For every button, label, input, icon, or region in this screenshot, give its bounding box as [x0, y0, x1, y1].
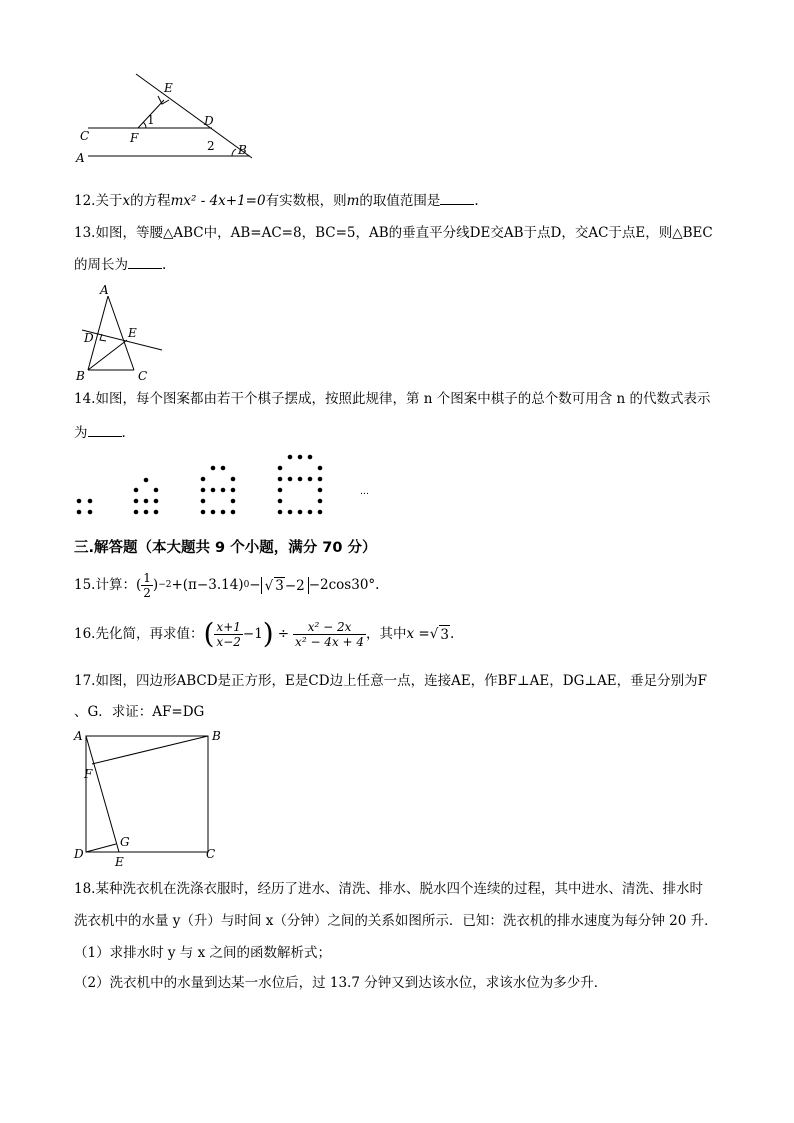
section-3-title: 三.解答题（本大题共 9 个小题，满分 70 分） [74, 540, 377, 556]
q15-close-paren: ) [152, 577, 159, 593]
q12-equation: mx² - 4x+1=0 [170, 193, 266, 209]
q18-text: 洗衣机中的水量 y（升）与时间 x（分钟）之间的关系如图所示．已知：洗衣机的排水速度为每分钟 20 升． [74, 913, 718, 929]
q18-sub1-text: （1）求排水时 y 与 x 之间的函数解析式； [74, 945, 331, 961]
q12-period: . [474, 193, 479, 209]
question-18-sub2 [74, 974, 607, 992]
angle-2-arc [232, 149, 236, 156]
q16-root: 3 [440, 626, 449, 643]
q18-sub2-text: （2）洗衣机中的水量到达某一水位后，过 13.7 分钟又到达该水位，求该水位为多少升． [74, 975, 608, 991]
q16-root-sign: √ [429, 626, 439, 642]
q12-var-m: m [346, 193, 360, 209]
q12-text: 的方程 [130, 193, 171, 209]
angle-1-arc [143, 122, 146, 128]
question-14-line2 [74, 424, 126, 442]
pattern-4 [278, 455, 323, 515]
question-16 [74, 614, 454, 654]
q15-exp1: −2 [158, 580, 172, 590]
q12-text: 有实数根，则 [265, 193, 347, 209]
q15-exp2: 0 [243, 580, 250, 590]
q17-text: 、G．求证：AF=DG [74, 704, 205, 720]
question-number: 17. [74, 673, 96, 689]
label-b: B [238, 143, 247, 157]
q17-text: 如图，四边形ABCD是正方形，E是CD边上任意一点，连接AE，作BF⊥AE，DG⊥AE，垂足分别为F [95, 673, 708, 689]
segment-ae [86, 736, 119, 852]
q15-abs-tail: −2 [284, 577, 305, 594]
question-15 [74, 570, 379, 600]
q14-text: 为 [74, 425, 88, 441]
label-b: B [76, 369, 85, 382]
label-1: 1 [147, 113, 155, 127]
q16-where: ，其中 [366, 626, 407, 642]
figure-square-abcd [70, 728, 230, 868]
q13-text: 如图，等腰△ABC中，AB=AC=8，BC=5，AB的垂直平分线DE交AB于点D，交AC于点E，则△BEC [95, 225, 713, 241]
label-c: C [206, 847, 216, 861]
question-18-line2 [74, 912, 718, 930]
q12-text: 的取值范围是 [359, 193, 441, 209]
label-b: B [212, 729, 221, 743]
question-18-sub1 [74, 944, 331, 962]
figure-isosceles-triangle [72, 282, 172, 382]
label-a: A [100, 283, 109, 297]
question-13-line2 [74, 256, 166, 274]
q14-period: . [121, 425, 126, 441]
label-f: F [84, 767, 93, 781]
question-14-line1 [74, 390, 711, 408]
segment-dg [86, 844, 116, 852]
q12-var-x: x [122, 193, 131, 209]
label-e: E [128, 326, 137, 340]
q16-period: . [449, 626, 455, 642]
q16-close-paren: ) [262, 617, 274, 650]
pattern-1 [77, 499, 93, 515]
q12-text: 关于 [95, 193, 123, 209]
label-d: D [74, 847, 84, 861]
question-13-line1 [74, 224, 713, 242]
answer-blank[interactable] [440, 192, 474, 205]
q15-root: 3 [275, 577, 284, 594]
q15-minus: − [249, 577, 261, 593]
q16-divide: ÷ [277, 626, 290, 642]
question-number: 14. [74, 391, 96, 407]
q16-f1-num: x+1 [216, 619, 241, 634]
label-a: A [76, 151, 85, 165]
question-number: 15. [74, 577, 96, 593]
q15-fraction [141, 571, 153, 600]
answer-blank[interactable] [88, 424, 122, 437]
label-e: E [115, 855, 124, 868]
q16-x-eq: x = [406, 626, 430, 642]
q16-fraction-2 [293, 620, 366, 649]
q16-f2-num: x² − 2x [293, 620, 366, 635]
q16-minus-one: −1 [242, 626, 263, 642]
label-g: G [120, 835, 130, 849]
figure-parallel-lines [72, 70, 262, 175]
q16-f2-den: x² − 4x + 4 [295, 634, 365, 649]
label-c: C [138, 369, 148, 382]
question-number: 12. [74, 193, 96, 209]
q16-open-paren: ( [203, 617, 215, 650]
pattern-2 [134, 478, 159, 515]
square [86, 736, 208, 852]
segment-be [88, 340, 127, 370]
question-number: 13. [74, 225, 96, 241]
q15-pi-term: +(π−3.14) [171, 577, 244, 593]
question-18-line1 [74, 880, 703, 898]
q16-f1-den: x−2 [216, 634, 241, 649]
q14-text: 如图，每个图案都由若干个棋子摆成，按照此规律，第 n 个图案中棋子的总个数可用含 n 的代数式表示 [95, 391, 711, 407]
label-a: A [74, 729, 83, 743]
question-17-line1 [74, 672, 707, 690]
q15-root-sign: √ [264, 577, 274, 594]
question-17-line2 [74, 703, 204, 721]
figure-chess-patterns [70, 450, 390, 522]
question-number: 16. [74, 626, 96, 642]
q18-text: 某种洗衣机在洗涤衣服时，经历了进水、清洗、排水、脱水四个连续的过程，其中进水、清洗、排水时 [95, 881, 703, 897]
q15-abs [261, 577, 309, 594]
q16-prefix: 先化简，再求值： [95, 626, 204, 642]
q15-prefix: 计算： [95, 577, 136, 593]
segment-bf [92, 736, 208, 764]
pattern-3 [201, 466, 236, 515]
label-e: E [164, 81, 173, 95]
label-d: D [84, 331, 94, 345]
q15-tail: −2cos30°. [308, 577, 380, 593]
q15-frac-den: 2 [143, 585, 151, 600]
label-f: F [130, 131, 139, 145]
answer-blank[interactable] [128, 256, 162, 269]
q15-open-paren: ( [135, 577, 142, 593]
q16-fraction-1 [214, 620, 242, 649]
question-number: 18. [74, 881, 96, 897]
pattern-ellipsis: … [360, 487, 369, 497]
label-c: C [80, 129, 90, 143]
label-2: 2 [207, 139, 215, 153]
question-12 [74, 192, 479, 210]
q13-period: . [162, 257, 167, 273]
label-d: D [204, 114, 214, 128]
q15-frac-num: 1 [143, 570, 151, 585]
q13-text: 的周长为 [74, 257, 128, 273]
